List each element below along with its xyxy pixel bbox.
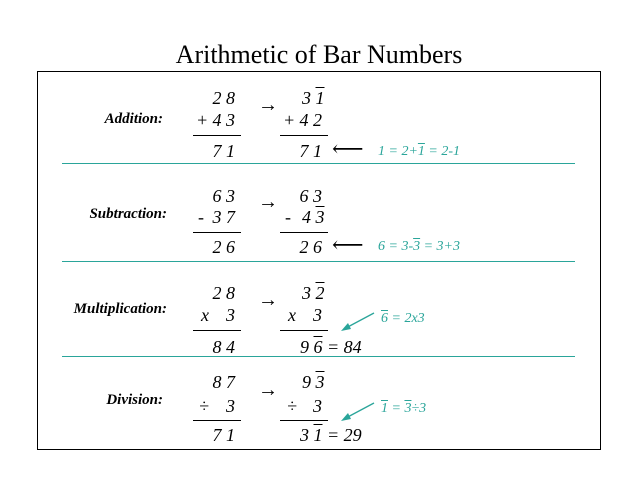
section-label-multiplication: Multiplication:: [73, 301, 167, 317]
multiplication-left-operand-b: 3: [226, 305, 235, 325]
addition-right-operand-b: 4 2: [299, 110, 322, 130]
section-separator: [62, 356, 575, 357]
subtraction-left-operand-a: 6 3: [212, 186, 235, 206]
division-left-op: ÷: [199, 396, 209, 416]
multiplication-right-operand-b: 3: [313, 305, 322, 325]
left-arrow-icon: ⟵: [332, 232, 364, 257]
addition-right-op: +: [283, 110, 296, 130]
addition-left-operand-a: 2 8: [212, 88, 235, 108]
digit: 3: [302, 88, 311, 108]
subtraction-right-operand-a: 6 3: [299, 186, 322, 206]
division-right-result: 3 1 = 29: [300, 425, 362, 445]
section-label-division: Division:: [106, 392, 163, 408]
subtraction-right-rule: [280, 232, 328, 233]
bar-digit: 1: [313, 425, 323, 445]
bar-digit: 6: [313, 337, 323, 357]
addition-right-operand-a: [302, 88, 325, 108]
subtraction-right-operand-b: 4 3: [302, 207, 325, 227]
division-right-rule: [280, 420, 328, 421]
multiplication-note: 6 = 2x3: [381, 311, 425, 326]
addition-right-result: 7 1: [299, 141, 322, 161]
addition-left-operand-b: 4 3: [212, 110, 235, 130]
right-arrow-icon: →: [258, 191, 278, 213]
subtraction-note: 6 = 3-3 = 3+3: [378, 239, 461, 254]
division-right-operand-a: 9 3: [302, 372, 325, 392]
multiplication-left-operand-a: 2 8: [212, 283, 235, 303]
bar-digit: 3: [315, 372, 325, 392]
bar-digit: 3: [315, 207, 325, 227]
subtraction-right-result: 2 6: [299, 237, 322, 257]
subtraction-right-op: -: [285, 207, 291, 227]
multiplication-left-op: x: [201, 305, 209, 325]
division-right-operand-b: 3: [313, 396, 322, 416]
multiplication-right-operand-a: 3 2: [302, 283, 325, 303]
section-separator: [62, 163, 575, 164]
section-separator: [62, 261, 575, 262]
multiplication-left-result: 8 4: [212, 337, 235, 357]
addition-left-rule: [193, 135, 241, 136]
left-arrow-icon: ⟵: [332, 136, 364, 161]
left-arrow-icon: [338, 400, 378, 424]
addition-note: 1 = 2+1 = 2-1: [378, 144, 461, 159]
addition-left-op: +: [196, 110, 209, 130]
right-arrow-icon: →: [258, 289, 278, 311]
division-left-operand-b: 3: [226, 396, 235, 416]
multiplication-right-result: 9 6 = 84: [300, 337, 362, 357]
section-label-subtraction: Subtraction:: [89, 206, 167, 222]
division-note: 1 = 3÷3: [381, 401, 427, 416]
multiplication-right-op: x: [288, 305, 296, 325]
division-left-rule: [193, 420, 241, 421]
division-right-op: ÷: [287, 396, 297, 416]
bar-digit: 1: [315, 88, 325, 108]
right-arrow-icon: →: [258, 94, 278, 116]
division-left-operand-a: 8 7: [212, 372, 235, 392]
addition-right-rule: [280, 135, 328, 136]
left-arrow-icon: [338, 310, 378, 334]
section-label-addition: Addition:: [104, 111, 163, 127]
multiplication-left-rule: [193, 330, 241, 331]
subtraction-left-operand-b: 3 7: [212, 207, 235, 227]
subtraction-left-op: -: [198, 207, 204, 227]
bar-digit: 2: [315, 283, 325, 303]
addition-left-result: 7 1: [212, 141, 235, 161]
multiplication-right-rule: [280, 330, 328, 331]
subtraction-left-result: 2 6: [212, 237, 235, 257]
division-left-result: 7 1: [212, 425, 235, 445]
subtraction-left-rule: [193, 232, 241, 233]
right-arrow-icon: →: [258, 379, 278, 401]
page-title: Arithmetic of Bar Numbers: [175, 40, 463, 69]
